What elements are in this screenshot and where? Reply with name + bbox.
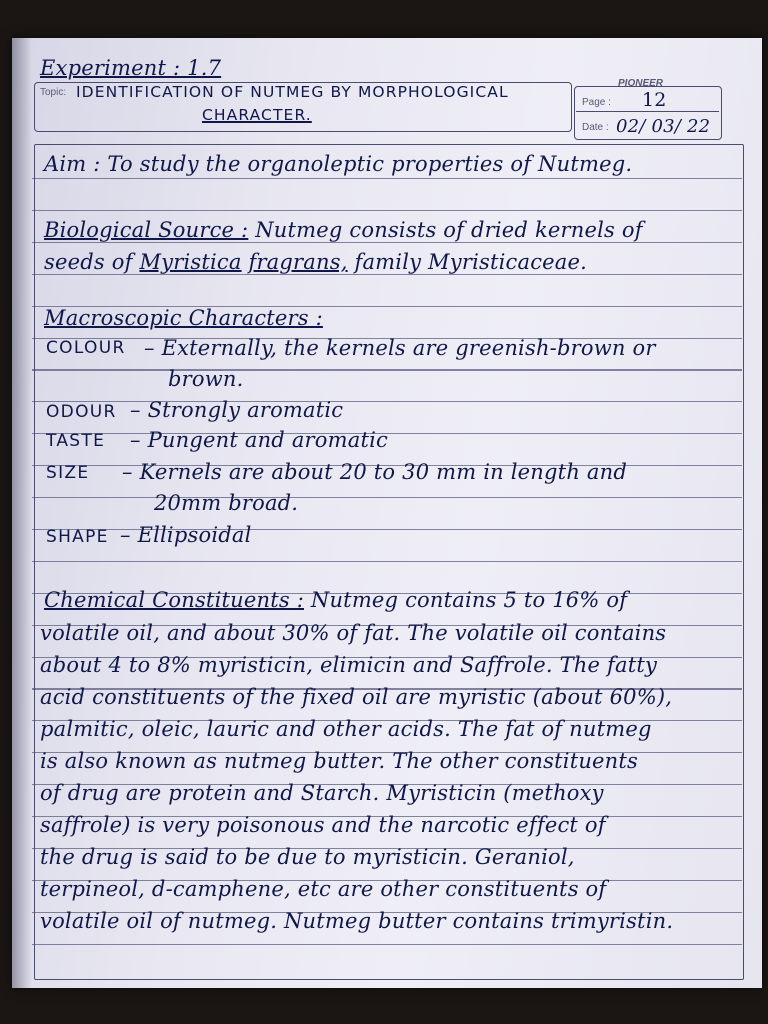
date-value: 02/ 03/ 22 <box>616 116 711 137</box>
odour-key: ODOUR <box>46 402 117 422</box>
biological-source-text-1: Nutmeg consists of dried kernels of <box>255 218 643 242</box>
chemical-line: is also known as nutmeg butter. The other constituents <box>40 749 639 773</box>
shape-key: SHAPE <box>46 527 109 547</box>
notebook-page <box>12 38 762 988</box>
size-text-cont: 20mm broad. <box>154 491 299 515</box>
page-label: Page : <box>582 97 611 108</box>
biological-source-line-1 <box>44 218 643 242</box>
chemical-line: the drug is said to be due to myristicin. Geraniol, <box>40 845 575 869</box>
biological-source-text-2: seeds of <box>44 250 133 274</box>
chemical-line: about 4 to 8% myristicin, elimicin and Saffrole. The fatty <box>40 653 658 677</box>
shape-text: – Ellipsoidal <box>120 523 252 547</box>
size-key: SIZE <box>46 463 90 483</box>
colour-text: – Externally, the kernels are greenish-brown or <box>144 336 656 360</box>
macroscopic-heading: Macroscopic Characters : <box>44 306 323 330</box>
biological-source-line-2 <box>44 250 587 274</box>
biological-source-heading: Biological Source : <box>44 218 249 242</box>
chemical-heading: Chemical Constituents : <box>44 588 304 612</box>
chemical-line: palmitic, oleic, lauric and other acids. The fat of nutmeg <box>40 717 652 741</box>
size-text: – Kernels are about 20 to 30 mm in length and <box>122 460 628 484</box>
chemical-line: volatile oil, and about 30% of fat. The volatile oil contains <box>40 621 667 645</box>
brand-logo: PIONEER <box>618 78 664 89</box>
date-label: Date : <box>582 122 609 133</box>
colour-key: COLOUR <box>46 338 126 358</box>
chemical-line: terpineol, d-camphene, etc are other constituents of <box>40 877 607 901</box>
chemical-line: acid constituents of the fixed oil are myristic (about 60%), <box>40 685 673 709</box>
chemical-line: of drug are protein and Starch. Myristicin (methoxy <box>40 781 604 805</box>
page-date-divider <box>576 111 719 112</box>
page-number: 12 <box>642 89 667 111</box>
chemical-line-0 <box>44 588 627 612</box>
taste-text: – Pungent and aromatic <box>130 428 388 452</box>
taste-key: TASTE <box>46 431 106 451</box>
aim-text: Aim : To study the organoleptic properties of Nutmeg. <box>44 152 633 176</box>
chemical-line: volatile oil of nutmeg. Nutmeg butter contains trimyristin. <box>40 909 674 933</box>
topic-label: Topic: <box>40 87 67 98</box>
species-epithet: fragrans, <box>248 250 348 274</box>
topic-line-1: IDENTIFICATION OF NUTMEG BY MORPHOLOGICAL <box>76 83 509 101</box>
colour-text-cont: brown. <box>168 367 244 391</box>
topic-line-2: CHARACTER. <box>202 106 312 124</box>
family-name: family Myristicaceae. <box>354 250 588 274</box>
species-genus: Myristica <box>139 250 242 274</box>
chemical-text-0: Nutmeg contains 5 to 16% of <box>310 588 628 612</box>
odour-text: – Strongly aromatic <box>130 398 344 422</box>
experiment-number: Experiment : 1.7 <box>40 56 222 80</box>
chemical-line: saffrole) is very poisonous and the narcotic effect of <box>40 813 606 837</box>
